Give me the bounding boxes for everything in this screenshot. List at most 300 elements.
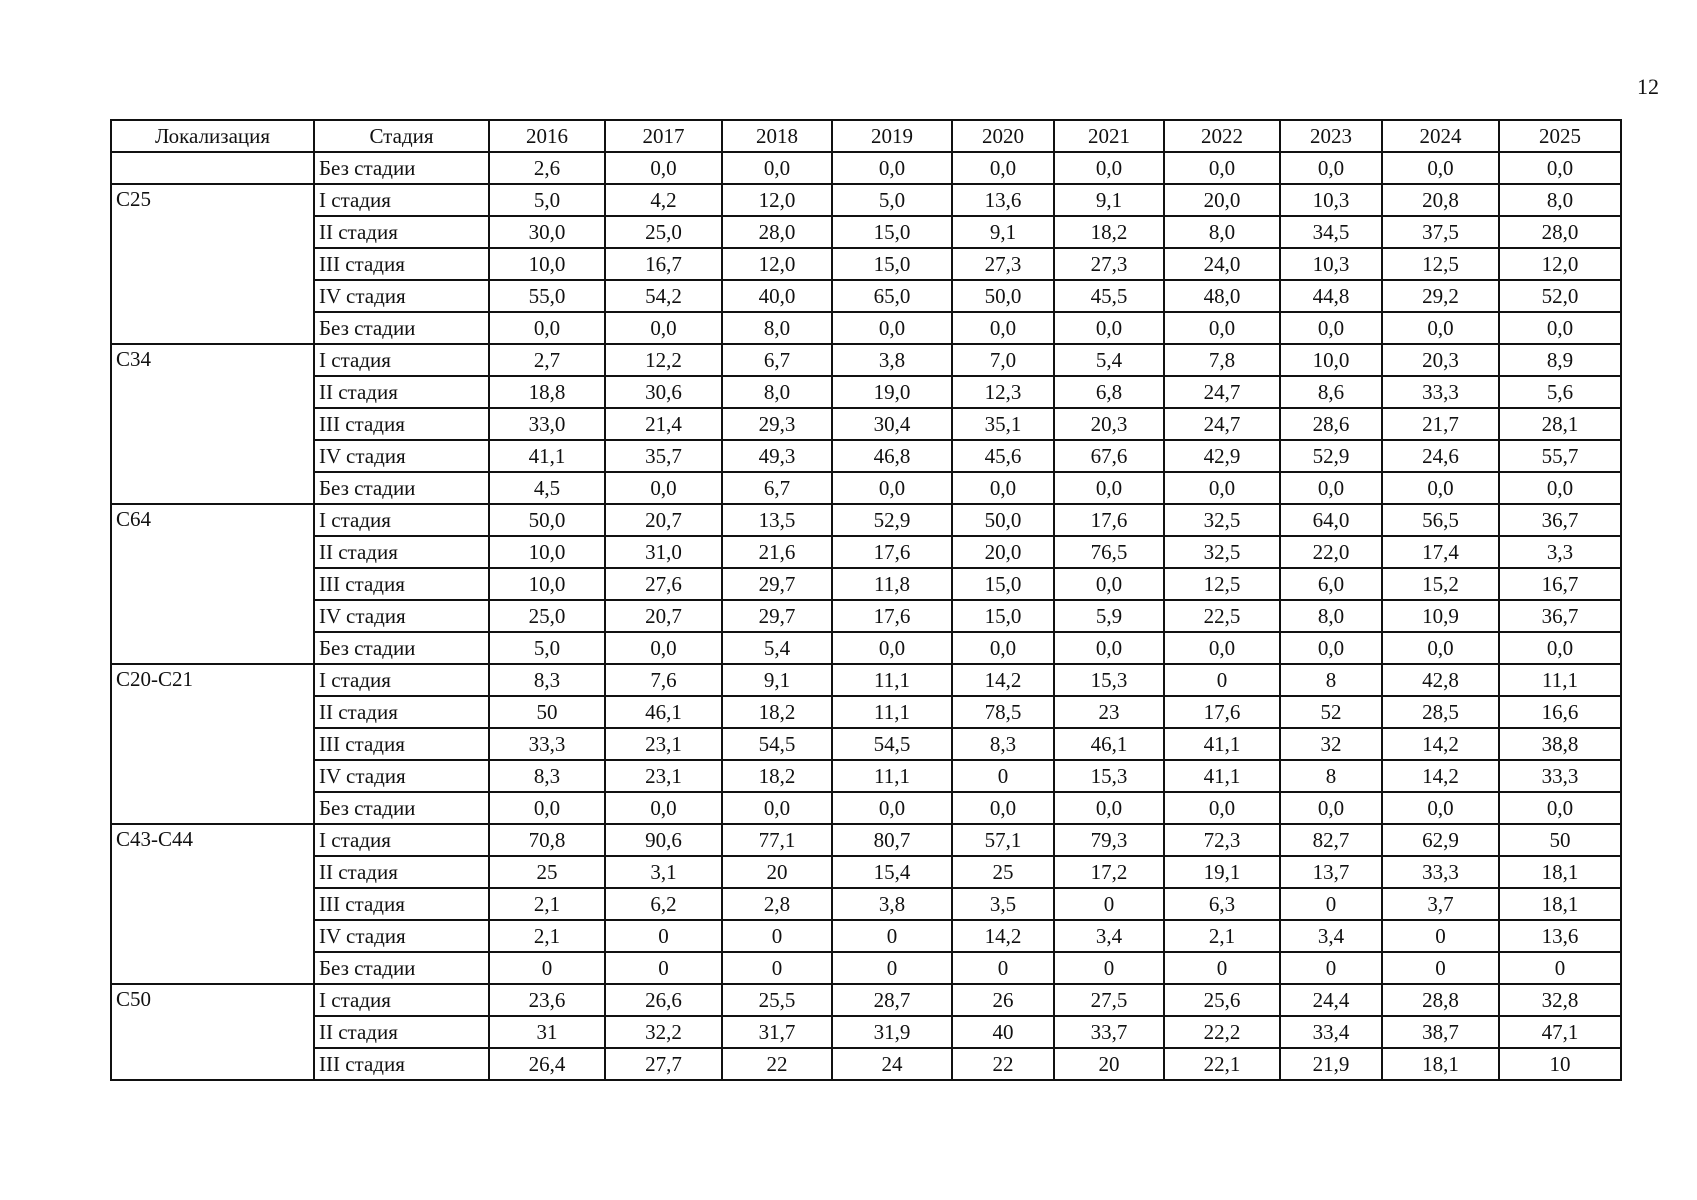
value-cell: 26,4 [489,1048,605,1080]
value-cell: 41,1 [1164,728,1280,760]
table-row [111,920,1621,952]
value-cell: 33,4 [1280,1016,1382,1048]
stage-cell: IV стадия [314,600,489,632]
table-row [111,376,1621,408]
value-cell: 0,0 [1054,152,1164,184]
value-cell: 32 [1280,728,1382,760]
value-cell: 12,0 [1499,248,1621,280]
value-cell: 0,0 [605,312,722,344]
value-cell: 6,3 [1164,888,1280,920]
value-cell: 40,0 [722,280,832,312]
table-row [111,440,1621,472]
value-cell: 27,3 [952,248,1054,280]
value-cell: 5,0 [489,632,605,664]
value-cell: 57,1 [952,824,1054,856]
value-cell: 5,6 [1499,376,1621,408]
value-cell: 54,2 [605,280,722,312]
value-cell: 6,8 [1054,376,1164,408]
value-cell: 2,6 [489,152,605,184]
value-cell: 3,4 [1054,920,1164,952]
table-row [111,568,1621,600]
value-cell: 20,3 [1054,408,1164,440]
value-cell: 0,0 [1164,472,1280,504]
value-cell: 16,7 [605,248,722,280]
localization-cell [111,152,314,184]
table-row [111,216,1621,248]
value-cell: 50 [489,696,605,728]
value-cell: 25,0 [605,216,722,248]
value-cell: 10,3 [1280,248,1382,280]
value-cell: 6,0 [1280,568,1382,600]
column-header-year: 2016 [489,120,605,152]
value-cell: 0,0 [1280,472,1382,504]
value-cell: 11,1 [1499,664,1621,696]
table-row [111,792,1621,824]
stage-cell: I стадия [314,344,489,376]
value-cell: 31,0 [605,536,722,568]
value-cell: 17,6 [832,536,952,568]
value-cell: 8,0 [1499,184,1621,216]
value-cell: 24,6 [1382,440,1499,472]
stage-cell: IV стадия [314,440,489,472]
value-cell: 0 [1164,952,1280,984]
value-cell: 5,9 [1054,600,1164,632]
value-cell: 0,0 [1054,312,1164,344]
value-cell: 0,0 [1054,568,1164,600]
value-cell: 30,0 [489,216,605,248]
table-header-row [111,120,1621,152]
value-cell: 7,0 [952,344,1054,376]
value-cell: 0 [832,920,952,952]
stage-cell: III стадия [314,568,489,600]
value-cell: 50,0 [489,504,605,536]
value-cell: 0,0 [832,472,952,504]
value-cell: 18,1 [1499,888,1621,920]
value-cell: 0 [1164,664,1280,696]
value-cell: 7,6 [605,664,722,696]
value-cell: 38,7 [1382,1016,1499,1048]
value-cell: 47,1 [1499,1016,1621,1048]
value-cell: 25 [489,856,605,888]
stage-cell: Без стадии [314,952,489,984]
value-cell: 18,2 [722,760,832,792]
value-cell: 52 [1280,696,1382,728]
value-cell: 8,3 [489,664,605,696]
value-cell: 15,3 [1054,760,1164,792]
value-cell: 0,0 [605,152,722,184]
value-cell: 12,2 [605,344,722,376]
value-cell: 90,6 [605,824,722,856]
value-cell: 29,3 [722,408,832,440]
value-cell: 22 [952,1048,1054,1080]
value-cell: 15,4 [832,856,952,888]
value-cell: 8,6 [1280,376,1382,408]
stage-cell: Без стадии [314,312,489,344]
value-cell: 12,3 [952,376,1054,408]
value-cell: 25 [952,856,1054,888]
value-cell: 5,0 [489,184,605,216]
value-cell: 56,5 [1382,504,1499,536]
value-cell: 8,0 [1280,600,1382,632]
stage-cell: II стадия [314,1016,489,1048]
value-cell: 4,5 [489,472,605,504]
table-row [111,760,1621,792]
value-cell: 78,5 [952,696,1054,728]
value-cell: 9,1 [722,664,832,696]
value-cell: 49,3 [722,440,832,472]
value-cell: 10,0 [489,248,605,280]
value-cell: 0 [605,952,722,984]
value-cell: 3,8 [832,344,952,376]
localization-cell: C50 [111,984,314,1080]
value-cell: 18,2 [722,696,832,728]
value-cell: 11,1 [832,664,952,696]
value-cell: 8,0 [722,376,832,408]
column-header-year: 2020 [952,120,1054,152]
value-cell: 17,6 [832,600,952,632]
value-cell: 24,7 [1164,408,1280,440]
value-cell: 17,6 [1054,504,1164,536]
value-cell: 0,0 [605,792,722,824]
stage-cell: III стадия [314,1048,489,1080]
value-cell: 50,0 [952,504,1054,536]
value-cell: 0,0 [722,792,832,824]
table-row [111,408,1621,440]
value-cell: 10,9 [1382,600,1499,632]
value-cell: 46,1 [1054,728,1164,760]
value-cell: 32,2 [605,1016,722,1048]
value-cell: 25,5 [722,984,832,1016]
value-cell: 0,0 [1164,312,1280,344]
value-cell: 0,0 [1382,312,1499,344]
value-cell: 11,1 [832,696,952,728]
value-cell: 52,9 [1280,440,1382,472]
value-cell: 32,5 [1164,536,1280,568]
value-cell: 19,1 [1164,856,1280,888]
value-cell: 17,4 [1382,536,1499,568]
value-cell: 3,3 [1499,536,1621,568]
value-cell: 0,0 [952,792,1054,824]
value-cell: 15,0 [952,600,1054,632]
column-header-year: 2023 [1280,120,1382,152]
table-row [111,344,1621,376]
value-cell: 0 [1499,952,1621,984]
value-cell: 15,0 [832,248,952,280]
value-cell: 10,3 [1280,184,1382,216]
stage-cell: Без стадии [314,632,489,664]
table-row [111,504,1621,536]
value-cell: 2,8 [722,888,832,920]
column-header-year: 2018 [722,120,832,152]
value-cell: 54,5 [722,728,832,760]
value-cell: 0,0 [1164,792,1280,824]
stage-cell: Без стадии [314,472,489,504]
value-cell: 2,1 [489,888,605,920]
value-cell: 0,0 [1164,632,1280,664]
value-cell: 0,0 [1054,472,1164,504]
stage-cell: II стадия [314,696,489,728]
table-row [111,184,1621,216]
value-cell: 8 [1280,664,1382,696]
value-cell: 22,0 [1280,536,1382,568]
value-cell: 3,5 [952,888,1054,920]
value-cell: 42,9 [1164,440,1280,472]
value-cell: 23,1 [605,760,722,792]
value-cell: 4,2 [605,184,722,216]
value-cell: 19,0 [832,376,952,408]
value-cell: 27,7 [605,1048,722,1080]
value-cell: 15,0 [952,568,1054,600]
value-cell: 36,7 [1499,504,1621,536]
value-cell: 0,0 [832,152,952,184]
table-row [111,696,1621,728]
value-cell: 0 [722,952,832,984]
value-cell: 12,0 [722,248,832,280]
stage-cell: Без стадии [314,792,489,824]
value-cell: 48,0 [1164,280,1280,312]
column-header-year: 2025 [1499,120,1621,152]
value-cell: 14,2 [1382,728,1499,760]
localization-cell: C43-C44 [111,824,314,984]
value-cell: 29,2 [1382,280,1499,312]
value-cell: 70,8 [489,824,605,856]
value-cell: 0,0 [832,792,952,824]
value-cell: 8 [1280,760,1382,792]
value-cell: 54,5 [832,728,952,760]
value-cell: 2,1 [489,920,605,952]
value-cell: 11,8 [832,568,952,600]
value-cell: 33,3 [1382,856,1499,888]
value-cell: 28,0 [722,216,832,248]
stage-cell: Без стадии [314,152,489,184]
value-cell: 31,7 [722,1016,832,1048]
value-cell: 21,4 [605,408,722,440]
table-row [111,248,1621,280]
value-cell: 16,7 [1499,568,1621,600]
value-cell: 28,5 [1382,696,1499,728]
value-cell: 0,0 [489,312,605,344]
value-cell: 28,8 [1382,984,1499,1016]
value-cell: 3,4 [1280,920,1382,952]
value-cell: 65,0 [832,280,952,312]
value-cell: 0,0 [1280,312,1382,344]
localization-cell: C34 [111,344,314,504]
table-row [111,472,1621,504]
value-cell: 0,0 [722,152,832,184]
value-cell: 0 [1054,888,1164,920]
value-cell: 14,2 [952,920,1054,952]
value-cell: 28,7 [832,984,952,1016]
value-cell: 8,3 [952,728,1054,760]
value-cell: 28,0 [1499,216,1621,248]
value-cell: 0,0 [605,472,722,504]
table-row [111,856,1621,888]
value-cell: 26,6 [605,984,722,1016]
value-cell: 20,0 [1164,184,1280,216]
value-cell: 5,4 [722,632,832,664]
value-cell: 0 [1382,952,1499,984]
value-cell: 20 [722,856,832,888]
value-cell: 10,0 [489,536,605,568]
value-cell: 0 [952,952,1054,984]
value-cell: 15,0 [832,216,952,248]
stage-cell: II стадия [314,216,489,248]
value-cell: 0,0 [1382,632,1499,664]
value-cell: 24,4 [1280,984,1382,1016]
value-cell: 27,5 [1054,984,1164,1016]
value-cell: 52,0 [1499,280,1621,312]
value-cell: 33,7 [1054,1016,1164,1048]
value-cell: 0 [1054,952,1164,984]
table-row [111,952,1621,984]
value-cell: 72,3 [1164,824,1280,856]
column-header-year: 2019 [832,120,952,152]
value-cell: 37,5 [1382,216,1499,248]
value-cell: 0,0 [1499,632,1621,664]
localization-cell: C64 [111,504,314,664]
value-cell: 18,1 [1499,856,1621,888]
value-cell: 50 [1499,824,1621,856]
page-number: 12 [1637,74,1659,99]
value-cell: 0,0 [1382,152,1499,184]
stage-cell: II стадия [314,856,489,888]
value-cell: 0 [489,952,605,984]
column-header-year: 2024 [1382,120,1499,152]
value-cell: 3,7 [1382,888,1499,920]
value-cell: 10,0 [489,568,605,600]
table-row [111,728,1621,760]
value-cell: 67,6 [1054,440,1164,472]
value-cell: 5,4 [1054,344,1164,376]
value-cell: 18,2 [1054,216,1164,248]
value-cell: 42,8 [1382,664,1499,696]
value-cell: 0,0 [605,632,722,664]
value-cell: 32,8 [1499,984,1621,1016]
value-cell: 33,3 [1499,760,1621,792]
value-cell: 0 [1382,920,1499,952]
value-cell: 0,0 [1164,152,1280,184]
value-cell: 0,0 [1382,472,1499,504]
value-cell: 24,0 [1164,248,1280,280]
value-cell: 38,8 [1499,728,1621,760]
value-cell: 13,6 [1499,920,1621,952]
value-cell: 6,2 [605,888,722,920]
value-cell: 22,5 [1164,600,1280,632]
stage-cell: I стадия [314,984,489,1016]
value-cell: 10 [1499,1048,1621,1080]
value-cell: 32,5 [1164,504,1280,536]
value-cell: 62,9 [1382,824,1499,856]
value-cell: 20,0 [952,536,1054,568]
value-cell: 0 [1280,888,1382,920]
value-cell: 29,7 [722,600,832,632]
value-cell: 23 [1054,696,1164,728]
column-header-year: 2022 [1164,120,1280,152]
value-cell: 33,3 [489,728,605,760]
value-cell: 3,8 [832,888,952,920]
value-cell: 0,0 [1280,632,1382,664]
value-cell: 76,5 [1054,536,1164,568]
stage-cell: IV стадия [314,760,489,792]
value-cell: 20,7 [605,600,722,632]
value-cell: 2,7 [489,344,605,376]
value-cell: 23,6 [489,984,605,1016]
value-cell: 9,1 [952,216,1054,248]
stage-cell: I стадия [314,664,489,696]
value-cell: 35,1 [952,408,1054,440]
stage-cell: III стадия [314,408,489,440]
value-cell: 5,0 [832,184,952,216]
table-row [111,312,1621,344]
value-cell: 0,0 [952,312,1054,344]
value-cell: 28,6 [1280,408,1382,440]
table-row [111,1048,1621,1080]
value-cell: 77,1 [722,824,832,856]
value-cell: 14,2 [952,664,1054,696]
value-cell: 0,0 [1499,312,1621,344]
value-cell: 7,8 [1164,344,1280,376]
value-cell: 55,0 [489,280,605,312]
value-cell: 0,0 [1280,792,1382,824]
value-cell: 20 [1054,1048,1164,1080]
value-cell: 6,7 [722,472,832,504]
value-cell: 2,1 [1164,920,1280,952]
value-cell: 0,0 [1499,152,1621,184]
value-cell: 15,3 [1054,664,1164,696]
stage-cell: III стадия [314,728,489,760]
value-cell: 15,2 [1382,568,1499,600]
table-row [111,984,1621,1016]
value-cell: 3,1 [605,856,722,888]
value-cell: 13,7 [1280,856,1382,888]
value-cell: 30,6 [605,376,722,408]
value-cell: 0 [722,920,832,952]
value-cell: 12,5 [1382,248,1499,280]
value-cell: 8,9 [1499,344,1621,376]
value-cell: 6,7 [722,344,832,376]
value-cell: 35,7 [605,440,722,472]
value-cell: 40 [952,1016,1054,1048]
value-cell: 17,2 [1054,856,1164,888]
value-cell: 24 [832,1048,952,1080]
value-cell: 46,8 [832,440,952,472]
value-cell: 46,1 [605,696,722,728]
table-row [111,536,1621,568]
value-cell: 16,6 [1499,696,1621,728]
stage-cell: III стадия [314,888,489,920]
value-cell: 22,1 [1164,1048,1280,1080]
value-cell: 26 [952,984,1054,1016]
value-cell: 33,0 [489,408,605,440]
value-cell: 18,8 [489,376,605,408]
value-cell: 0,0 [1280,152,1382,184]
column-header-localization: Локализация [111,120,314,152]
value-cell: 0,0 [1382,792,1499,824]
table-row [111,600,1621,632]
value-cell: 30,4 [832,408,952,440]
value-cell: 0,0 [1499,792,1621,824]
value-cell: 18,1 [1382,1048,1499,1080]
value-cell: 10,0 [1280,344,1382,376]
column-header-year: 2017 [605,120,722,152]
value-cell: 21,7 [1382,408,1499,440]
table-row [111,632,1621,664]
value-cell: 0,0 [952,472,1054,504]
value-cell: 31 [489,1016,605,1048]
value-cell: 0,0 [832,632,952,664]
value-cell: 28,1 [1499,408,1621,440]
value-cell: 52,9 [832,504,952,536]
